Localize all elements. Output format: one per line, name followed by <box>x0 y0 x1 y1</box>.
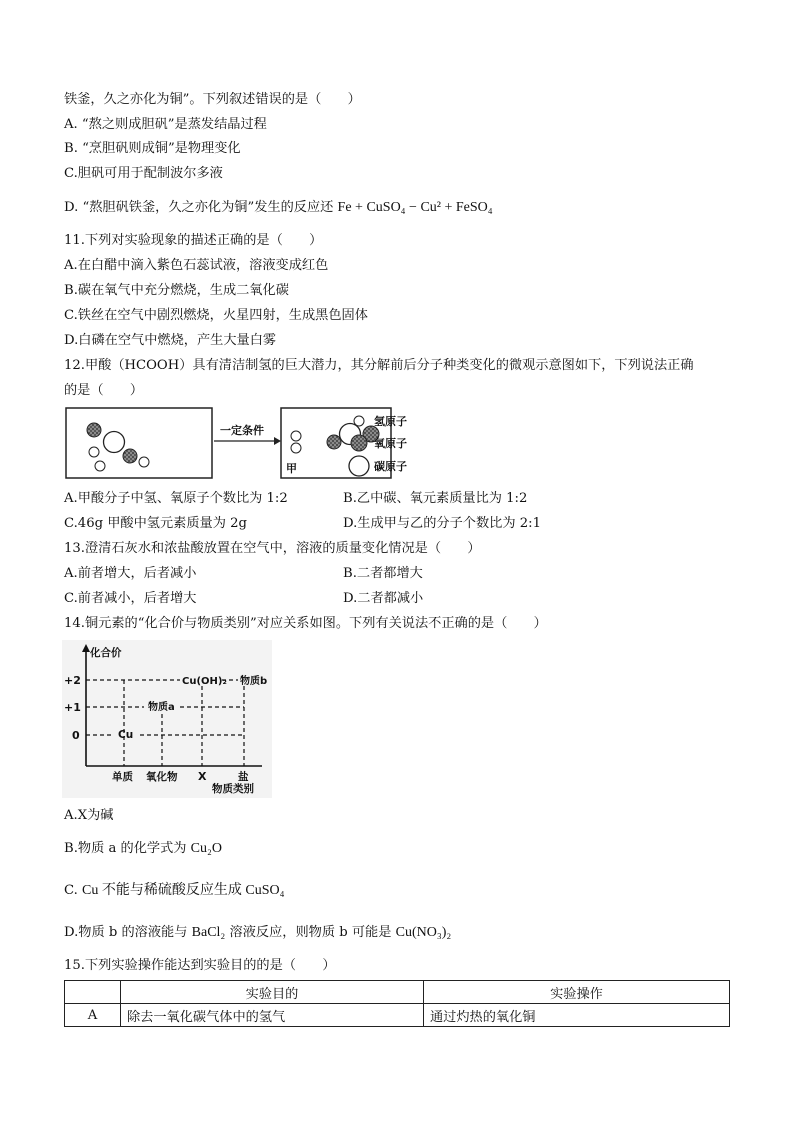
point-cu-oh2: Cu(OH)₂ <box>182 676 227 687</box>
hydrogen-atom <box>89 447 99 457</box>
point-substance-a: 物质a <box>148 702 175 713</box>
oxygen-legend-icon <box>351 435 367 451</box>
q14-option-d-formula: Cu(NO₃)₂ <box>395 925 452 940</box>
q13-option-d: D.二者都减小 <box>343 591 424 606</box>
table-header-cell: 实验目的 <box>121 981 424 1004</box>
q10-option-a: A. “熬之则成胆矾”是蒸发结晶过程 <box>64 117 267 132</box>
q10-option-d <box>64 199 493 217</box>
table-row <box>65 1004 730 1027</box>
y-tick-label: +2 <box>64 674 81 687</box>
q14-option-b <box>64 840 222 858</box>
q14-option-d-mid: 溶液反应，则物质 b 可能是 <box>229 925 392 940</box>
q13-option-c: C.前者减小，后者增大 <box>64 591 197 606</box>
legend-oxygen: 氧原子 <box>374 437 407 450</box>
q13-stem: 13.澄清石灰水和浓盐酸放置在空气中，溶液的质量变化情况是（ ） <box>64 541 481 556</box>
point-cu: Cu <box>118 729 134 741</box>
q11-stem: 11.下列对实验现象的描述正确的是（ ） <box>64 233 323 248</box>
legend-carbon: 碳原子 <box>374 460 407 473</box>
q14-option-b-formula: Cu₂O <box>190 841 222 856</box>
q14-option-d <box>64 924 451 942</box>
q14-option-c-text: Cu 不能与稀硫酸反应生成 CuSO₄ <box>82 883 285 898</box>
arrow-head-icon <box>274 437 281 445</box>
q14-option-b-text: B.物质 a 的化学式为 <box>64 841 187 856</box>
hydrogen-atom <box>139 457 149 467</box>
table-header-cell: 实验操作 <box>424 981 730 1004</box>
legend-hydrogen: 氢原子 <box>374 415 407 428</box>
x-axis-label: 物质类别 <box>212 783 254 795</box>
q11-option-b: B.碳在氧气中充分燃烧，生成二氧化碳 <box>64 283 289 298</box>
category-label: X <box>198 770 207 783</box>
table-header-cell <box>65 981 121 1004</box>
table-cell: 通过灼热的氧化铜 <box>424 1004 730 1027</box>
y-tick-label: +1 <box>64 701 81 714</box>
q12-option-b: B.乙中碳、氧元素质量比为 1:2 <box>343 491 528 506</box>
q10-option-d-equation: Fe + CuSO₄ − Cu² + FeSO₄ <box>337 200 493 215</box>
label-jia: 甲 <box>286 462 297 475</box>
q12-legend <box>340 408 430 480</box>
hydrogen-legend-icon <box>354 416 364 426</box>
q12-option-d: D.生成甲与乙的分子个数比为 2:1 <box>343 516 541 531</box>
q14-option-c <box>64 882 284 900</box>
q14-option-a: A.X为碱 <box>64 808 114 823</box>
q13-option-a: A.前者增大，后者减小 <box>64 566 197 581</box>
category-label: 单质 <box>112 771 133 783</box>
y-axis-label: 化合价 <box>90 647 122 659</box>
hydrogen-atom <box>291 443 301 453</box>
q10-continuation: 铁釜，久之亦化为铜”。下列叙述错误的是（ ） <box>64 92 361 107</box>
q14-stem: 14.铜元素的“化合价与物质类别”对应关系如图。下列有关说法不正确的是（ ） <box>64 616 547 631</box>
category-label: 氧化物 <box>146 771 178 783</box>
point-substance-b: 物质b <box>240 676 268 687</box>
q15-experiment-table <box>64 980 730 1027</box>
arrow-label: 一定条件 <box>220 425 264 437</box>
oxygen-atom <box>123 449 137 463</box>
oxygen-atom <box>327 435 341 449</box>
q10-option-b: B. “烹胆矾则成铜”是物理变化 <box>64 141 241 156</box>
q10-option-c: C.胆矾可用于配制波尔多液 <box>64 166 223 181</box>
q13-option-b: B.二者都增大 <box>343 566 423 581</box>
q12-stem-line2: 的是（ ） <box>64 383 144 398</box>
q11-option-a: A.在白醋中滴入紫色石蕊试液，溶液变成红色 <box>64 258 329 273</box>
category-label: 盐 <box>238 771 249 783</box>
q12-option-c: C.46g 甲酸中氢元素质量为 2g <box>64 516 247 531</box>
q14-option-d-bacl2: BaCl₂ <box>191 925 226 940</box>
table-header-row <box>65 981 730 1004</box>
y-tick-label: 0 <box>72 729 80 742</box>
oxygen-atom <box>87 423 101 437</box>
carbon-legend-icon <box>349 456 369 476</box>
q14-valence-chart <box>62 640 272 798</box>
q15-stem: 15.下列实验操作能达到实验目的的是（ ） <box>64 958 336 973</box>
q10-option-d-text: D. “熬胆矾铁釜，久之亦化为铜”发生的反应还 <box>64 200 334 215</box>
q11-option-c: C.铁丝在空气中剧烈燃烧，火星四射，生成黑色固体 <box>64 308 368 323</box>
table-cell: 除去一氧化碳气体中的氢气 <box>121 1004 424 1027</box>
q14-option-c-label: C. <box>64 883 78 898</box>
hydrogen-atom <box>291 431 301 441</box>
reactant-box <box>66 408 212 478</box>
q14-option-d-text: D.物质 b 的溶液能与 <box>64 925 188 940</box>
q12-stem-line1: 12.甲酸（HCOOH）具有清洁制氢的巨大潜力，其分解前后分子种类变化的微观示意图如下，下列说法正确 <box>64 358 694 373</box>
carbon-atom <box>104 432 125 453</box>
hydrogen-atom <box>95 461 105 471</box>
q12-option-a: A.甲酸分子中氢、氧原子个数比为 1:2 <box>64 491 288 506</box>
q11-option-d: D.白磷在空气中燃烧，产生大量白雾 <box>64 333 277 348</box>
table-cell: A <box>65 1004 121 1027</box>
